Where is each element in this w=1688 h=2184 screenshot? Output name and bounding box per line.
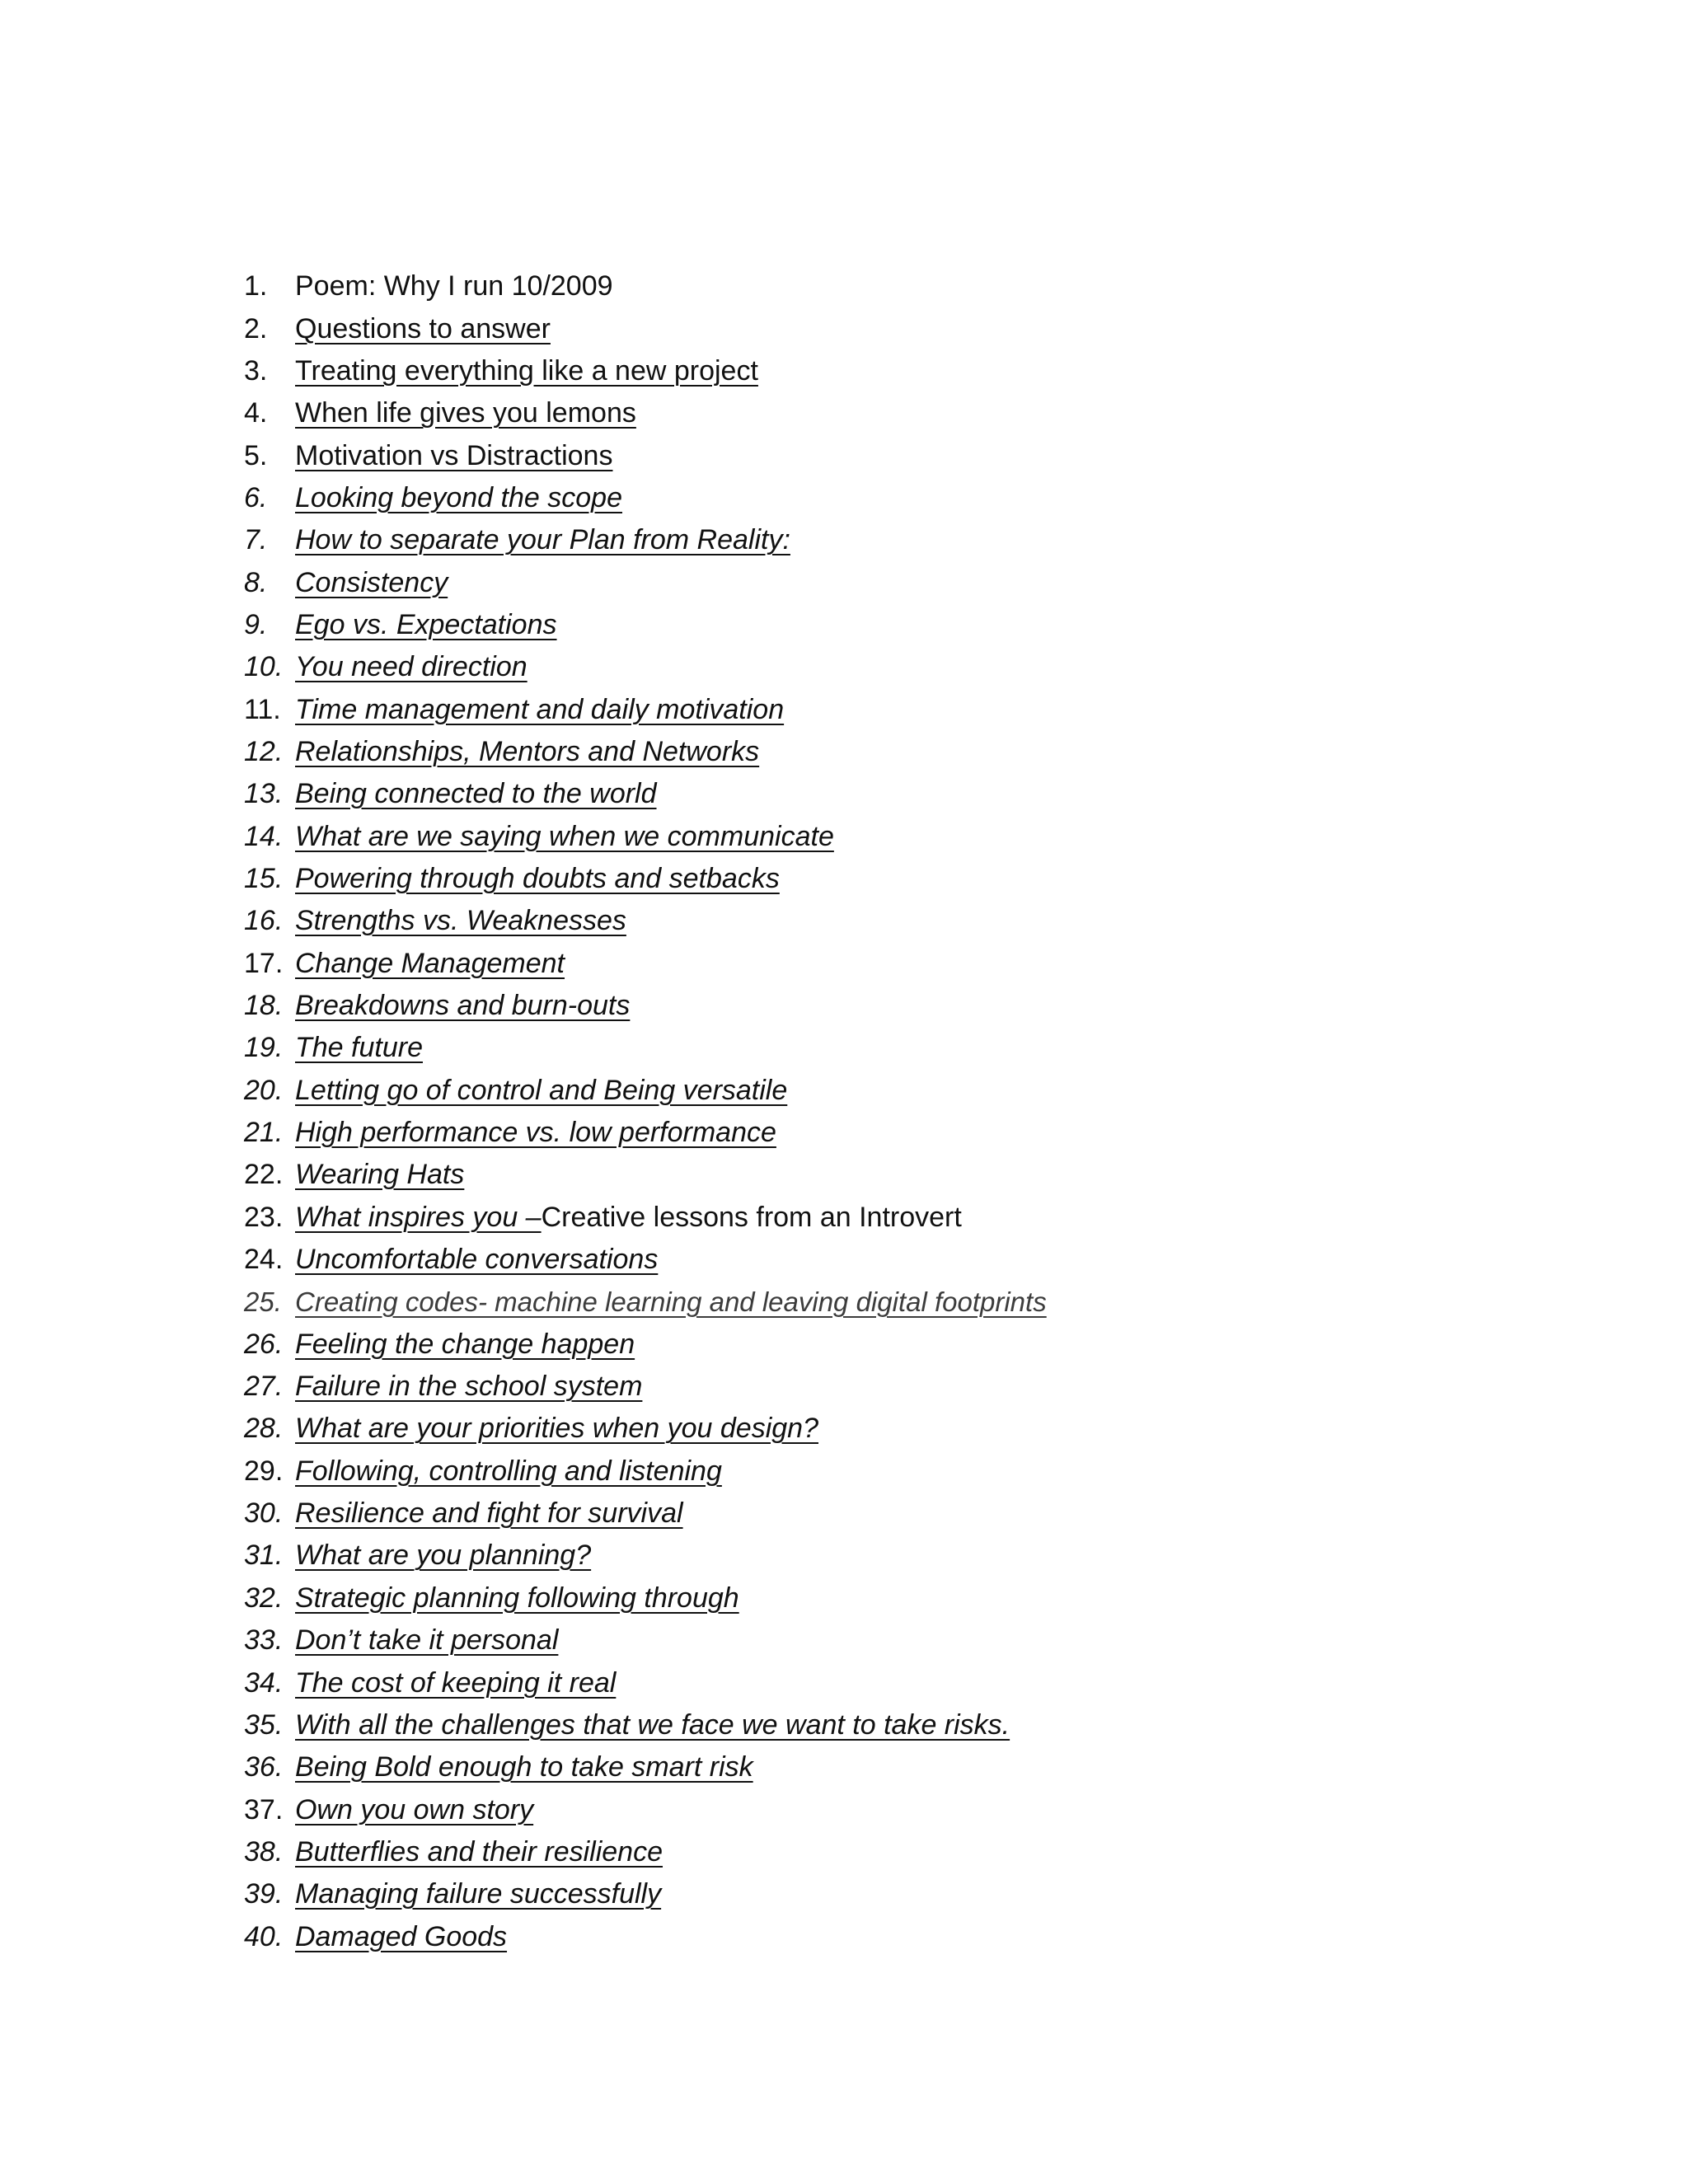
- list-item: [244, 265, 1645, 307]
- item-number: 14.: [244, 820, 284, 852]
- table-of-contents: [244, 265, 1645, 1958]
- list-item[interactable]: [244, 1070, 1645, 1112]
- list-item[interactable]: [244, 519, 1645, 561]
- item-number: 31.: [244, 1540, 284, 1572]
- item-number: 4.: [244, 397, 268, 429]
- list-item[interactable]: [244, 773, 1645, 815]
- item-title: Poem: Why I run 10/2009: [295, 270, 613, 302]
- item-number: 9.: [244, 608, 268, 640]
- item-number: 21.: [244, 1117, 284, 1149]
- item-title-link[interactable]: Looking beyond the scope: [295, 481, 622, 513]
- item-title-link[interactable]: Strategic planning following through: [295, 1582, 739, 1614]
- item-title-link[interactable]: Being connected to the world: [295, 778, 657, 810]
- item-number: 33.: [244, 1624, 284, 1657]
- item-number: 29.: [244, 1455, 284, 1487]
- item-title-link[interactable]: Butterflies and their resilience: [295, 1835, 663, 1868]
- list-item[interactable]: [244, 1788, 1645, 1830]
- item-title-link[interactable]: Don’t take it personal: [295, 1624, 559, 1657]
- item-number: 39.: [244, 1878, 284, 1910]
- list-item[interactable]: [244, 1451, 1645, 1493]
- item-title-link[interactable]: Relationships, Mentors and Networks: [295, 735, 760, 767]
- item-title-link[interactable]: What are you planning?: [295, 1540, 592, 1572]
- list-item[interactable]: [244, 434, 1645, 476]
- list-item[interactable]: [244, 1408, 1645, 1450]
- item-title-link[interactable]: What are your priorities when you design?: [295, 1413, 818, 1445]
- item-title-link[interactable]: High performance vs. low performance: [295, 1117, 776, 1149]
- list-item[interactable]: [244, 1873, 1645, 1915]
- list-item[interactable]: [244, 1239, 1645, 1281]
- item-title-link[interactable]: What are we saying when we communicate: [295, 820, 834, 852]
- list-item[interactable]: [244, 1112, 1645, 1154]
- item-title-link[interactable]: Creating codes- machine learning and leaving digital footprints: [295, 1286, 1047, 1317]
- item-number: 10.: [244, 651, 284, 683]
- list-item[interactable]: [244, 815, 1645, 857]
- list-item[interactable]: [244, 1746, 1645, 1788]
- item-number: 2.: [244, 312, 268, 344]
- list-item[interactable]: [244, 1281, 1645, 1323]
- list-item[interactable]: [244, 1661, 1645, 1704]
- item-number: 1.: [244, 270, 268, 302]
- item-title-link[interactable]: Letting go of control and Being versatile: [295, 1074, 788, 1106]
- item-title-link[interactable]: Managing failure successfully: [295, 1878, 662, 1910]
- item-title-link[interactable]: Breakdowns and burn-outs: [295, 990, 631, 1022]
- item-title-link[interactable]: How to separate your Plan from Reality:: [295, 524, 790, 556]
- item-title-link[interactable]: You need direction: [295, 651, 528, 683]
- item-title-link[interactable]: Damaged Goods: [295, 1920, 508, 1952]
- item-number: 19.: [244, 1032, 284, 1064]
- list-item[interactable]: [244, 900, 1645, 942]
- list-item[interactable]: [244, 1915, 1645, 1957]
- item-title-link[interactable]: Questions to answer: [295, 312, 551, 344]
- item-number: 34.: [244, 1666, 284, 1699]
- item-number: 23.: [244, 1201, 284, 1233]
- item-number: 32.: [244, 1582, 284, 1614]
- list-item[interactable]: [244, 1154, 1645, 1196]
- item-number: 13.: [244, 778, 284, 810]
- list-item[interactable]: [244, 392, 1645, 434]
- item-title-link[interactable]: Change Management: [295, 947, 565, 979]
- item-title-link[interactable]: Being Bold enough to take smart risk: [295, 1751, 753, 1783]
- list-item[interactable]: [244, 1197, 1645, 1239]
- item-number: 25.: [244, 1286, 282, 1317]
- item-title-link[interactable]: Failure in the school system: [295, 1371, 643, 1403]
- item-number: 8.: [244, 566, 268, 598]
- item-number: 11.: [244, 693, 281, 725]
- item-title-link[interactable]: Wearing Hats: [295, 1159, 465, 1191]
- list-item[interactable]: [244, 1027, 1645, 1069]
- item-title-link[interactable]: When life gives you lemons: [295, 397, 636, 429]
- item-number: 24.: [244, 1244, 284, 1276]
- list-item[interactable]: [244, 1324, 1645, 1366]
- item-number: 6.: [244, 481, 268, 513]
- item-number: 37.: [244, 1793, 284, 1825]
- item-title-link[interactable]: The cost of keeping it real: [295, 1666, 617, 1699]
- list-item[interactable]: [244, 1704, 1645, 1746]
- list-item[interactable]: [244, 646, 1645, 688]
- item-title-link[interactable]: Own you own story: [295, 1793, 534, 1825]
- list-item[interactable]: [244, 1831, 1645, 1873]
- item-number: 26.: [244, 1328, 284, 1360]
- item-number: 12.: [244, 735, 284, 767]
- list-item[interactable]: [244, 1577, 1645, 1619]
- item-title-link[interactable]: Strengths vs. Weaknesses: [295, 905, 626, 937]
- item-number: 22.: [244, 1159, 284, 1191]
- item-number: 36.: [244, 1751, 284, 1783]
- item-number: 18.: [244, 990, 284, 1022]
- item-number: 5.: [244, 439, 268, 471]
- item-number: 40.: [244, 1920, 284, 1952]
- list-item[interactable]: [244, 1619, 1645, 1661]
- item-number: 28.: [244, 1413, 284, 1445]
- list-item[interactable]: [244, 307, 1645, 349]
- item-number: 7.: [244, 524, 268, 556]
- item-number: 20.: [244, 1074, 284, 1106]
- item-title-link[interactable]: Powering through doubts and setbacks: [295, 862, 780, 894]
- item-title-link[interactable]: Resilience and fight for survival: [295, 1497, 683, 1530]
- item-title-link[interactable]: With all the challenges that we face we want to take risks.: [295, 1708, 1010, 1741]
- item-title-link[interactable]: Treating everything like a new project: [295, 354, 758, 387]
- item-number: 15.: [244, 862, 284, 894]
- list-item[interactable]: [244, 688, 1645, 730]
- item-number: 3.: [244, 354, 268, 387]
- item-title-link[interactable]: What inspires you –: [295, 1201, 542, 1233]
- list-item[interactable]: [244, 985, 1645, 1027]
- item-title-link[interactable]: Consistency: [295, 566, 448, 598]
- item-number: 27.: [244, 1371, 284, 1403]
- list-item[interactable]: [244, 1493, 1645, 1535]
- item-title-link[interactable]: Ego vs. Expectations: [295, 608, 557, 640]
- item-title-link[interactable]: Feeling the change happen: [295, 1328, 635, 1360]
- item-title-link[interactable]: Time management and daily motivation: [295, 693, 785, 725]
- item-number: 38.: [244, 1835, 284, 1868]
- list-item[interactable]: [244, 943, 1645, 985]
- item-title-link[interactable]: Following, controlling and listening: [295, 1455, 722, 1487]
- item-title-link[interactable]: Uncomfortable conversations: [295, 1244, 659, 1276]
- list-item[interactable]: [244, 561, 1645, 603]
- list-item[interactable]: [244, 350, 1645, 392]
- item-title-link[interactable]: Motivation vs Distractions: [295, 439, 613, 471]
- list-item[interactable]: [244, 731, 1645, 773]
- list-item[interactable]: [244, 858, 1645, 900]
- list-item[interactable]: [244, 1366, 1645, 1408]
- item-title-link[interactable]: The future: [295, 1032, 423, 1064]
- list-item[interactable]: [244, 1535, 1645, 1577]
- list-item[interactable]: [244, 477, 1645, 519]
- item-number: 16.: [244, 905, 284, 937]
- item-number: 30.: [244, 1497, 284, 1530]
- list-item[interactable]: [244, 604, 1645, 646]
- item-title-rest: Creative lessons from an Introvert: [541, 1201, 962, 1233]
- item-number: 17.: [244, 947, 284, 979]
- item-number: 35.: [244, 1708, 284, 1741]
